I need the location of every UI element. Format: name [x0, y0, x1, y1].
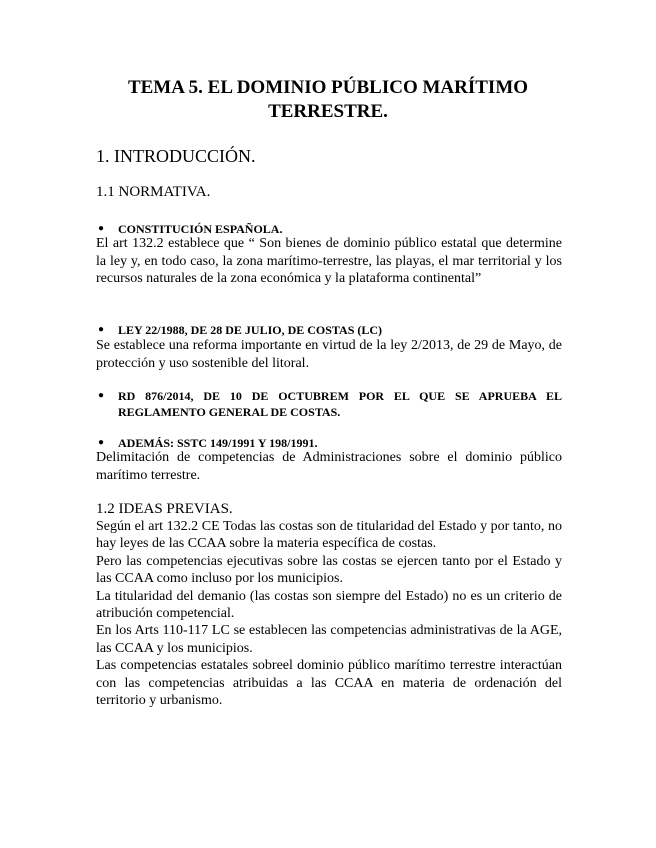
bullet-dot-icon: ● [98, 437, 105, 448]
ideas-paragraph: La titularidad del demanio (las costas son siempre del Estado) no es un criterio de atribución competencial. [96, 588, 562, 622]
subsection-heading-normativa: 1.1 NORMATIVA. [96, 184, 211, 200]
ideas-paragraph: Según el art 132.2 CE Todas las costas son de titularidad del Estado y por tanto, no hay leyes de las CCAA sobre la materia específica de costas. [96, 519, 562, 552]
ideas-paragraph: En los Arts 110-117 LC se establecen las competencias administrativas de la AGE, las CCAA y los municipios. [96, 623, 562, 656]
bullet-paragraph-ley-costas: Se establece una reforma importante en virtud de la ley 2/2013, de 29 de Mayo, de protección y uso sostenible del litoral. [96, 338, 562, 371]
bullet-paragraph-sstc: Delimitación de competencias de Administraciones sobre el dominio público marítimo terrestre. [96, 450, 562, 483]
bullet-item-reglamento [96, 388, 562, 420]
bullet-label: CONSTITUCIÓN ESPAÑOLA. [118, 222, 283, 236]
bullet-dot-icon: ● [98, 324, 105, 335]
ideas-previas-body [96, 518, 562, 709]
bullet-dot-icon: ● [98, 390, 105, 401]
bullet-label: LEY 22/1988, DE 28 DE JULIO, DE COSTAS (LC) [118, 323, 383, 337]
bullet-label: RD 876/2014, DE 10 DE OCTUBREM POR EL QUE SE APRUEBA EL REGLAMENTO GENERAL DE COSTAS. [118, 389, 562, 419]
bullet-paragraph-constitucion: El art 132.2 establece que “ Son bienes de dominio público estatal que determine la ley y, en todo caso, la zona marítimo-terrestre, las playas, el mar territorial y los recursos naturales de la zona económica y la plataforma continental” [96, 236, 562, 286]
section-heading-introduccion: 1. INTRODUCCIÓN. [96, 146, 256, 166]
bullet-item-ley-costas [96, 322, 562, 338]
bullet-dot-icon: ● [98, 223, 105, 234]
ideas-paragraph: Las competencias estatales sobreel dominio público marítimo terrestre interactúan con las competencias atribuidas a las CCAA en materia de ordenación del territorio y urbanismo. [96, 658, 562, 709]
document-title: TEMA 5. EL DOMINIO PÚBLICO MARÍTIMO TERRESTRE. [127, 77, 529, 122]
bullet-label: ADEMÁS: SSTC 149/1991 Y 198/1991. [118, 436, 318, 450]
subsection-heading-ideas-previas: 1.2 IDEAS PREVIAS. [96, 501, 233, 517]
ideas-paragraph: Pero las competencias ejecutivas sobre las costas se ejercen tanto por el Estado y las CCAA como incluso por los municipios. [96, 553, 562, 587]
